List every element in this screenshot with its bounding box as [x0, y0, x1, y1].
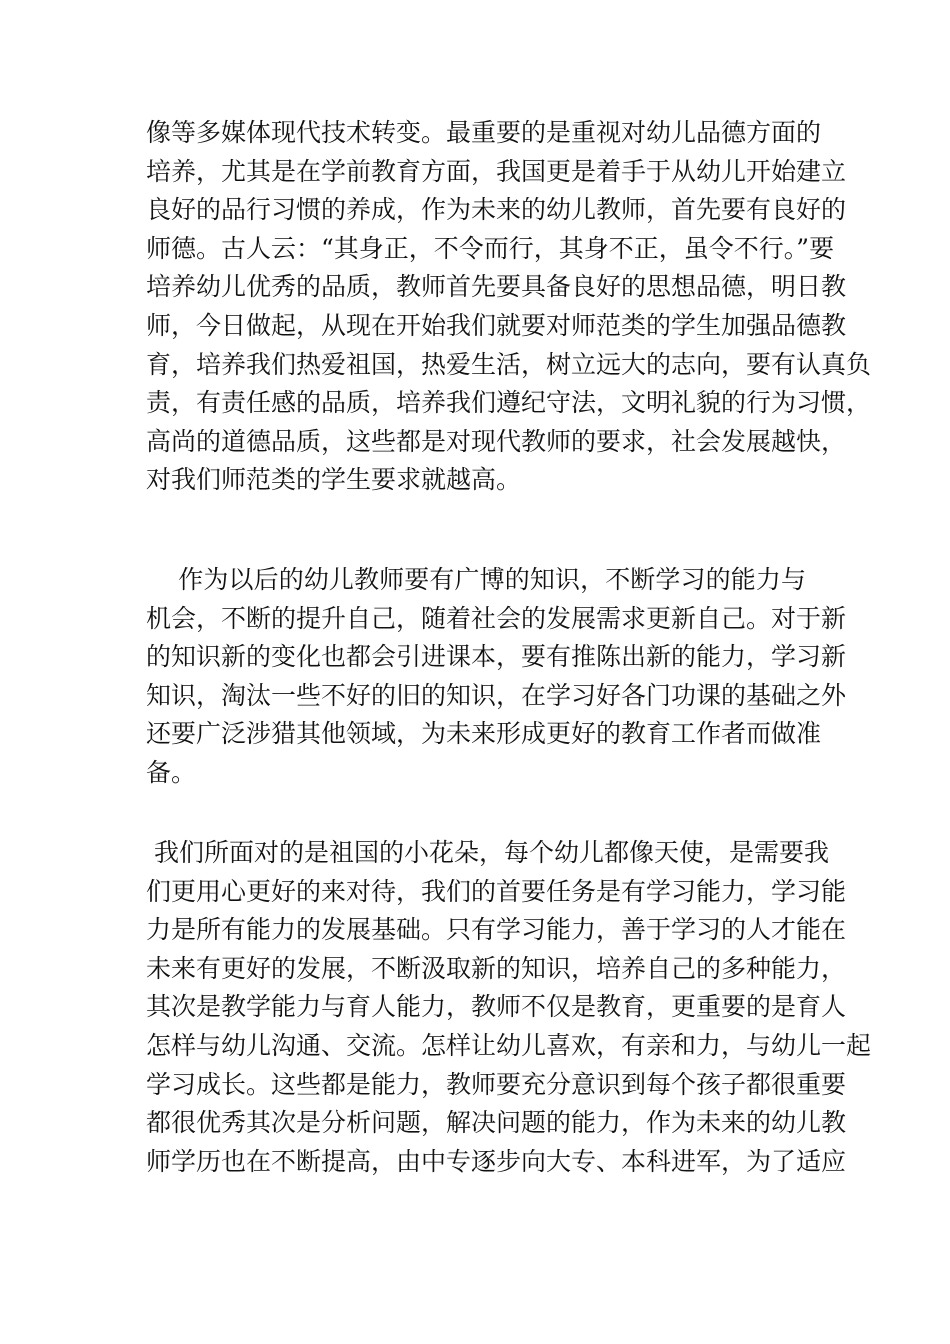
paragraph-1 [146, 114, 872, 500]
text-line: 学习成长。这些都是能力，教师要充分意识到每个孩子都很重要 [146, 1069, 847, 1099]
text-line: 良好的品行习惯的养成，作为未来的幼儿教师，首先要有良好的 [146, 195, 847, 225]
text-line: 机会，不断的提升自己，随着社会的发展需求更新自己。对于新 [146, 603, 847, 633]
text-line: 像等多媒体现代技术转变。最重要的是重视对幼儿品德方面的 [146, 118, 822, 147]
text-line: 高尚的道德品质，这些都是对现代教师的要求，社会发展越快， [146, 426, 847, 456]
text-line: 其次是教学能力与育人能力，教师不仅是教育，更重要的是育人 [146, 992, 847, 1022]
text-line: 培养幼儿优秀的品质，教师首先要具备良好的思想品德，明日教 [146, 272, 847, 302]
text-line: 师德。古人云：“其身正，不令而行，其身不正，虽令不行。”要 [146, 233, 835, 263]
paragraph-2 [146, 561, 847, 793]
paragraph-3 [146, 834, 872, 1181]
text-line: 的知识新的变化也都会引进课本，要有推陈出新的能力，学习新 [146, 642, 847, 672]
text-line: 师，今日做起，从现在开始我们就要对师范类的学生加强品德教 [146, 310, 847, 340]
text-line: 力是所有能力的发展基础。只有学习能力，善于学习的人才能在 [146, 915, 847, 945]
text-line: 知识，淘汰一些不好的旧的知识，在学习好各门功课的基础之外 [146, 680, 847, 710]
text-line: 还要广泛涉猎其他领域，为未来形成更好的教育工作者而做准 [146, 719, 822, 749]
text-line: 都很优秀其次是分析问题，解决问题的能力，作为未来的幼儿教 [146, 1108, 847, 1138]
text-line: 我们所面对的是祖国的小花朵，每个幼儿都像天使，是需要我 [146, 838, 829, 867]
text-line: 们更用心更好的来对待，我们的首要任务是有学习能力，学习能 [146, 876, 847, 906]
text-line: 备。 [146, 757, 197, 787]
text-line: 未来有更好的发展，不断汲取新的知识，培养自己的多种能力， [146, 953, 847, 983]
text-line: 育，培养我们热爱祖国，热爱生活，树立远大的志向，要有认真负 [146, 349, 872, 379]
text-line: 培养，尤其是在学前教育方面，我国更是着手于从幼儿开始建立 [146, 156, 847, 186]
text-line: 作为以后的幼儿教师要有广博的知识，不断学习的能力与 [146, 565, 806, 594]
text-line: 怎样与幼儿沟通、交流。怎样让幼儿喜欢，有亲和力，与幼儿一起 [146, 1030, 872, 1060]
text-line: 师学历也在不断提高，由中专逐步向大专、本科进军，为了适应 [146, 1146, 847, 1176]
text-line: 责，有责任感的品质，培养我们遵纪守法，文明礼貌的行为习惯， [146, 388, 872, 418]
text-line: 对我们师范类的学生要求就越高。 [146, 465, 522, 495]
